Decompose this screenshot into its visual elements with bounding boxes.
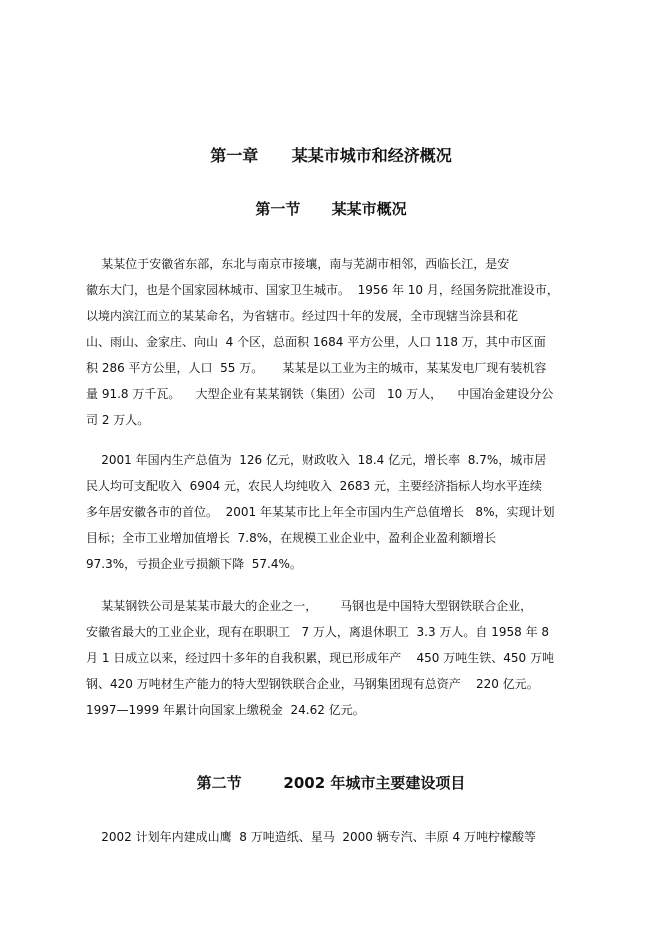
paragraph-line: 司 2 万人。 [86,413,150,427]
paragraph-line: 以境内滨江而立的某某命名，为省辖市。经过四十年的发展，全市现辖当涂县和花 [86,309,519,323]
paragraph-line: 某某钢铁公司是某某市最大的企业之一， 马钢也是中国特大型钢铁联合企业， [86,599,533,613]
paragraph-line: 安徽省最大的工业企业，现有在职职工 7 万人，离退休职工 3.3 万人。自 1958 年 8 [86,625,550,639]
paragraph-line: 量 91.8 万千瓦。 大型企业有某某钢铁（集团）公司 10 万人， 中国冶金建设分公 [86,387,554,401]
paragraph-line: 2001 年国内生产总值为 126 亿元，财政收入 18.4 亿元，增长率 8.7%，城市居 [86,453,547,467]
paragraph-line: 山、雨山、金家庄、向山 4 个区，总面积 1684 平方公里，人口 118 万，其中市区面 [86,335,546,349]
section-title: 第二节 2002 年城市主要建设项目 [196,774,466,792]
paragraph-line: 某某位于安徽省东部，东北与南京市接壤，南与芜湖市相邻，西临长江，是安 [86,257,510,271]
paragraph-line: 钢、420 万吨材生产能力的特大型钢铁联合企业，马钢集团现有总资产 220 亿元。 [86,677,539,691]
paragraph-line: 徽东大门，也是个国家园林城市、国家卫生城市。 1956 年 10 月，经国务院批准设市， [86,283,559,297]
paragraph-line: 多年居安徽各市的首位。 2001 年某某市比上年全市国内生产总值增长 8%，实现计划 [86,505,555,519]
paragraph-line: 积 286 平方公里，人口 55 万。 某某是以工业为主的城市，某某发电厂现有装机容 [86,361,547,375]
paragraph-line: 2002 计划年内建成山鹰 8 万吨造纸、星马 2000 辆专汽、丰原 4 万吨柠檬酸等 [86,830,536,844]
paragraph-line: 民人均可支配收入 6904 元，农民人均纯收入 2683 元，主要经济指标人均水平连续 [86,479,542,493]
paragraph-line: 1997—1999 年累计向国家上缴税金 24.62 亿元。 [86,703,365,717]
paragraph-line: 月 1 日成立以来，经过四十多年的自我积累，现已形成年产 450 万吨生铁、450 万吨 [86,651,554,665]
section-title: 第一节 某某市概况 [255,200,407,218]
chapter-title: 第一章 某某市城市和经济概况 [210,146,452,165]
paragraph-line: 目标；全市工业增加值增长 7.8%，在规模工业企业中，盈利企业盈利额增长 [86,531,497,545]
paragraph-line: 97.3%，亏损企业亏损额下降 57.4%。 [86,557,302,571]
